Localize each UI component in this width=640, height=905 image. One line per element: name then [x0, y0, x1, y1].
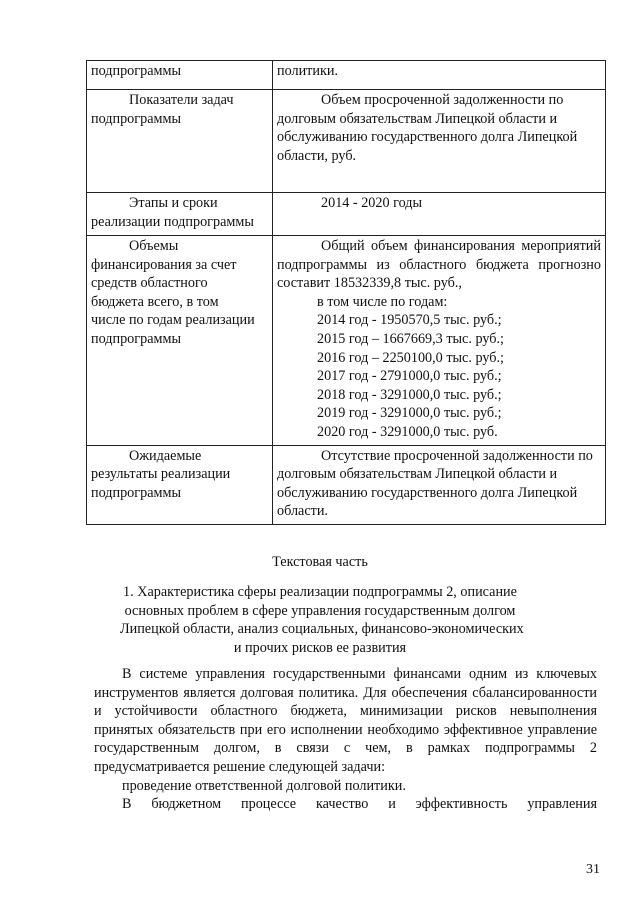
table-row — [87, 61, 606, 90]
financing-year-line: 2017 год - 2791000,0 тыс. руб.; — [317, 368, 502, 385]
cell-line: бюджета всего, в том — [91, 293, 219, 310]
cell-line: Показатели задач — [129, 92, 234, 108]
table-cell-label — [87, 90, 273, 193]
table-cell-value: Отсутствие просроченной задолженности по долговым обязательствам Липецкой области и обслуживанию государственного долга Липецкой области. — [273, 445, 606, 524]
cell-line: финансирования за счет — [91, 256, 237, 273]
cell-line: подпрограммы — [91, 330, 181, 347]
table-cell-label: подпрограммы — [87, 61, 273, 90]
cell-line: Объемы — [129, 238, 179, 254]
heading-line: и прочих рисков ее развития — [233, 639, 407, 656]
table-cell-label — [87, 193, 273, 236]
table-row — [87, 193, 606, 236]
cell-line: подпрограммы — [91, 484, 181, 501]
table-cell-value — [273, 236, 606, 446]
financing-year-line: 2016 год – 2250100,0 тыс. руб.; — [317, 349, 504, 366]
table-row — [87, 90, 606, 193]
heading-line: основных проблем в сфере управления государственным долгом — [124, 602, 516, 619]
cell-line: Этапы и сроки — [129, 195, 218, 211]
financing-intro: Общий объем финансирования мероприятий подпрограммы из областного бюджета прогнозно составит 18532339,8 тыс. руб., — [277, 238, 601, 292]
section-heading — [120, 583, 524, 657]
cell-line: реализации подпрограммы — [91, 213, 254, 230]
heading-line: 1. Характеристика сферы реализации подпрограммы 2, описание — [123, 584, 517, 600]
financing-year-line: 2015 год – 1667669,3 тыс. руб.; — [317, 330, 504, 347]
table-cell-value: политики. — [273, 61, 606, 90]
financing-year-line: 2014 год - 1950570,5 тыс. руб.; — [317, 312, 502, 329]
cell-line: средств областного — [91, 275, 208, 292]
subprogram-passport-table — [86, 60, 606, 525]
cell-line: результаты реализации — [91, 466, 231, 483]
table-row — [87, 445, 606, 524]
table-cell-value: 2014 - 2020 годы — [273, 193, 606, 236]
table-row — [87, 236, 606, 446]
financing-year-line: 2018 год - 3291000,0 тыс. руб.; — [317, 386, 502, 403]
cell-line: Ожидаемые — [129, 447, 202, 464]
table-cell-value: Объем просроченной задолженности по долговым обязательствам Липецкой области и обслуживанию государственного долга Липецкой области, руб. — [273, 90, 606, 193]
page-number: 31 — [586, 862, 600, 877]
cell-line: подпрограммы — [91, 110, 181, 127]
table-cell-label — [87, 445, 273, 524]
paragraph: В системе управления государственными финансами одним из ключевых инструментов является долговая политика. Для обеспечения сбалансированности и устойчивости областного бюджета, минимизации рисков невыполнения принятых обязательств при его исполнении необходимо эффективное управление государственным долгом, в связи с чем, в рамках подпрограммы 2 предусматривается решение следующей задачи: — [94, 666, 597, 775]
table-cell-label — [87, 236, 273, 446]
paragraph: проведение ответственной долговой политики. — [122, 777, 406, 794]
paragraph: В бюджетном процессе качество и эффективность управления — [122, 796, 597, 813]
section-title: Текстовая часть — [272, 554, 368, 570]
cell-line: числе по годам реализации — [91, 312, 255, 329]
financing-year-line: 2020 год - 3291000,0 тыс. руб. — [317, 423, 498, 440]
heading-line: Липецкой области, анализ социальных, финансово-экономических — [120, 621, 524, 638]
body-text — [94, 665, 597, 814]
financing-year-line: 2019 год - 3291000,0 тыс. руб.; — [317, 405, 502, 422]
financing-years-label: в том числе по годам: — [317, 293, 448, 310]
